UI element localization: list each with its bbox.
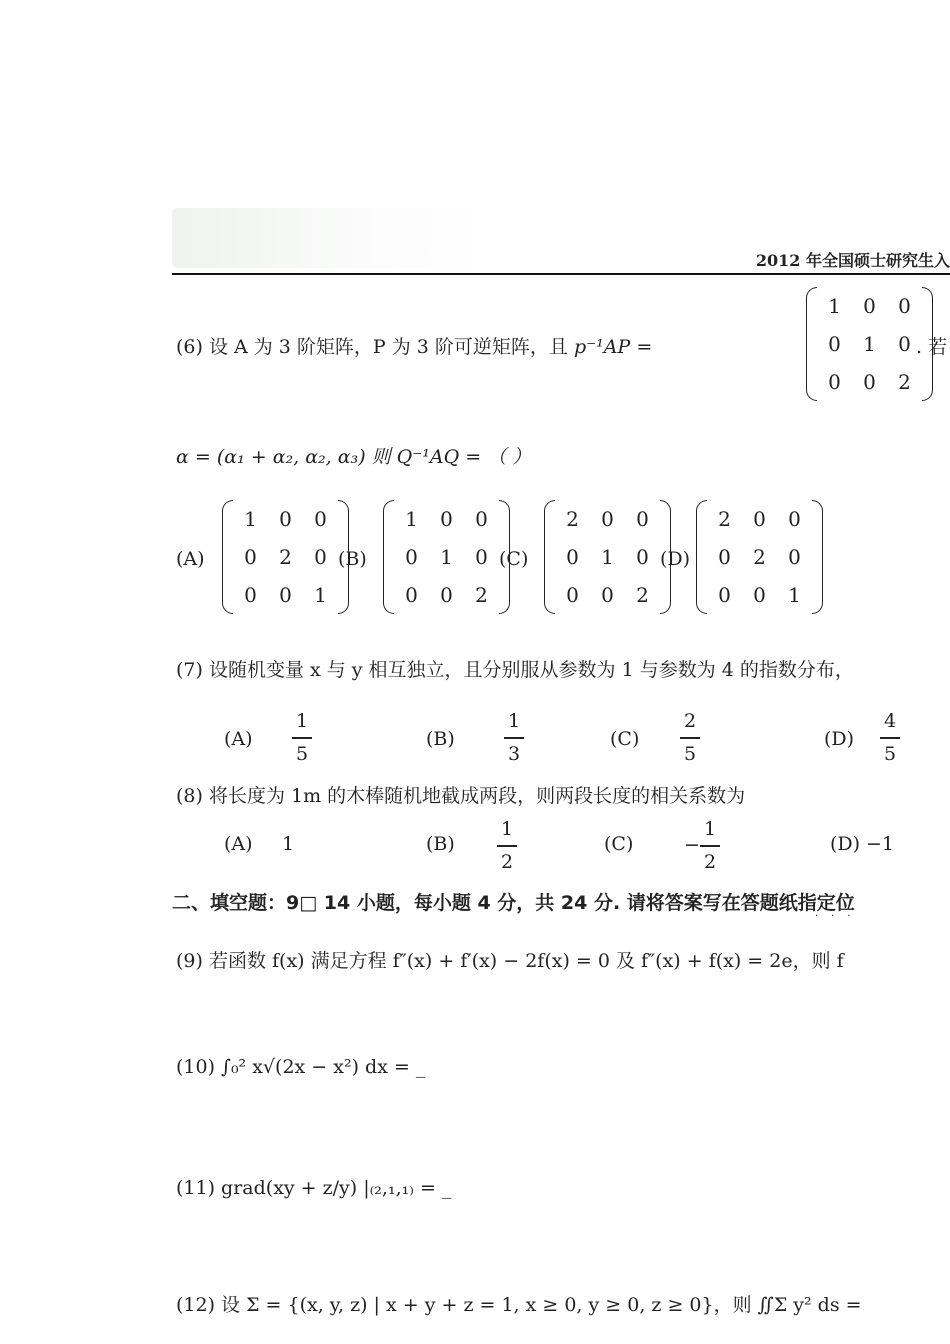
q8-text: (8) 将长度为 1m 的木棒随机地截成两段，则两段长度的相关系数为 <box>176 785 746 807</box>
q7-option-b-fraction: 1 3 <box>504 712 524 764</box>
emphasis-dots: ··· <box>815 911 864 922</box>
q7-option-b-label: (B) <box>426 728 455 750</box>
q6-text-end: . 若 <box>916 336 948 358</box>
q7-option-d-label: (D) <box>824 728 855 750</box>
header-rule <box>172 273 950 275</box>
q6-text <box>176 332 652 359</box>
q7-option-d-fraction: 4 5 <box>880 712 900 764</box>
section2-title: 二、填空题：9□ 14 小题，每小题 4 分，共 24 分. 请将答案写在答题纸指定位 <box>172 892 855 914</box>
q6-option-b-label: (B) <box>338 548 367 570</box>
q7-option-a-fraction: 1 5 <box>292 712 312 764</box>
q8-option-c-sign: − <box>684 834 700 856</box>
q8-option-d-value: −1 <box>866 833 895 855</box>
q7-option-c-fraction: 2 5 <box>680 712 700 764</box>
exam-header-title: 2012 年全国硕士研究生入 <box>755 251 950 270</box>
q6-matrix-grid: 1 0 0 0 1 0 0 0 2 <box>828 294 911 394</box>
q6-line2: α = (α₁ + α₂, α₂, α₃) 则 Q⁻¹AQ = （ ） <box>176 446 532 468</box>
q8-option-c-label: (C) <box>604 833 634 855</box>
q6-option-a-label: (A) <box>176 548 205 570</box>
q7-option-a-label: (A) <box>224 728 253 750</box>
q12-text: (12) 设 Σ = {(x, y, z) | x + y + z = 1, x ≥ 0, y ≥ 0, z ≥ 0}，则 ∬Σ y² ds = <box>176 1294 862 1316</box>
q6-option-b-matrix: 1 0 0 0 1 0 0 0 2 <box>383 500 510 614</box>
q6-formula: p⁻¹AP = <box>573 336 653 358</box>
q8-option-a-value: 1 <box>282 833 295 855</box>
q11-text: (11) grad(xy + z/y) |₍₂,₁,₁₎ = _ <box>176 1177 452 1199</box>
faded-logo-watermark <box>172 208 492 268</box>
q8-option-b-fraction: 1 2 <box>497 820 517 872</box>
q7-text: (7) 设随机变量 x 与 y 相互独立，且分别服从参数为 1 与参数为 4 的指数分布， <box>176 659 854 681</box>
q6-option-c-matrix: 2 0 0 0 1 0 0 0 2 <box>544 500 671 614</box>
q6-option-a-matrix: 1 0 0 0 2 0 0 0 1 <box>222 500 349 614</box>
q6-option-c-label: (C) <box>499 548 529 570</box>
q7-option-c-label: (C) <box>610 728 640 750</box>
q8-option-b-label: (B) <box>426 833 455 855</box>
q6-matrix <box>806 287 933 401</box>
q6-option-d-label: (D) <box>660 548 691 570</box>
q8-option-c-fraction: − 1 2 <box>700 820 720 872</box>
q6-option-d-matrix: 2 0 0 0 2 0 0 0 1 <box>696 500 823 614</box>
q10-text: (10) ∫₀² x√(2x − x²) dx = _ <box>176 1056 426 1078</box>
q8-option-a-label: (A) <box>224 833 253 855</box>
q8-option-d-label: (D) <box>830 833 861 855</box>
q9-text: (9) 若函数 f(x) 满足方程 f″(x) + f′(x) − 2f(x) = 0 及 f″(x) + f(x) = 2e，则 f <box>176 950 844 972</box>
q6-text-start: (6) 设 A 为 3 阶矩阵，P 为 3 阶可逆矩阵，且 <box>176 336 568 358</box>
